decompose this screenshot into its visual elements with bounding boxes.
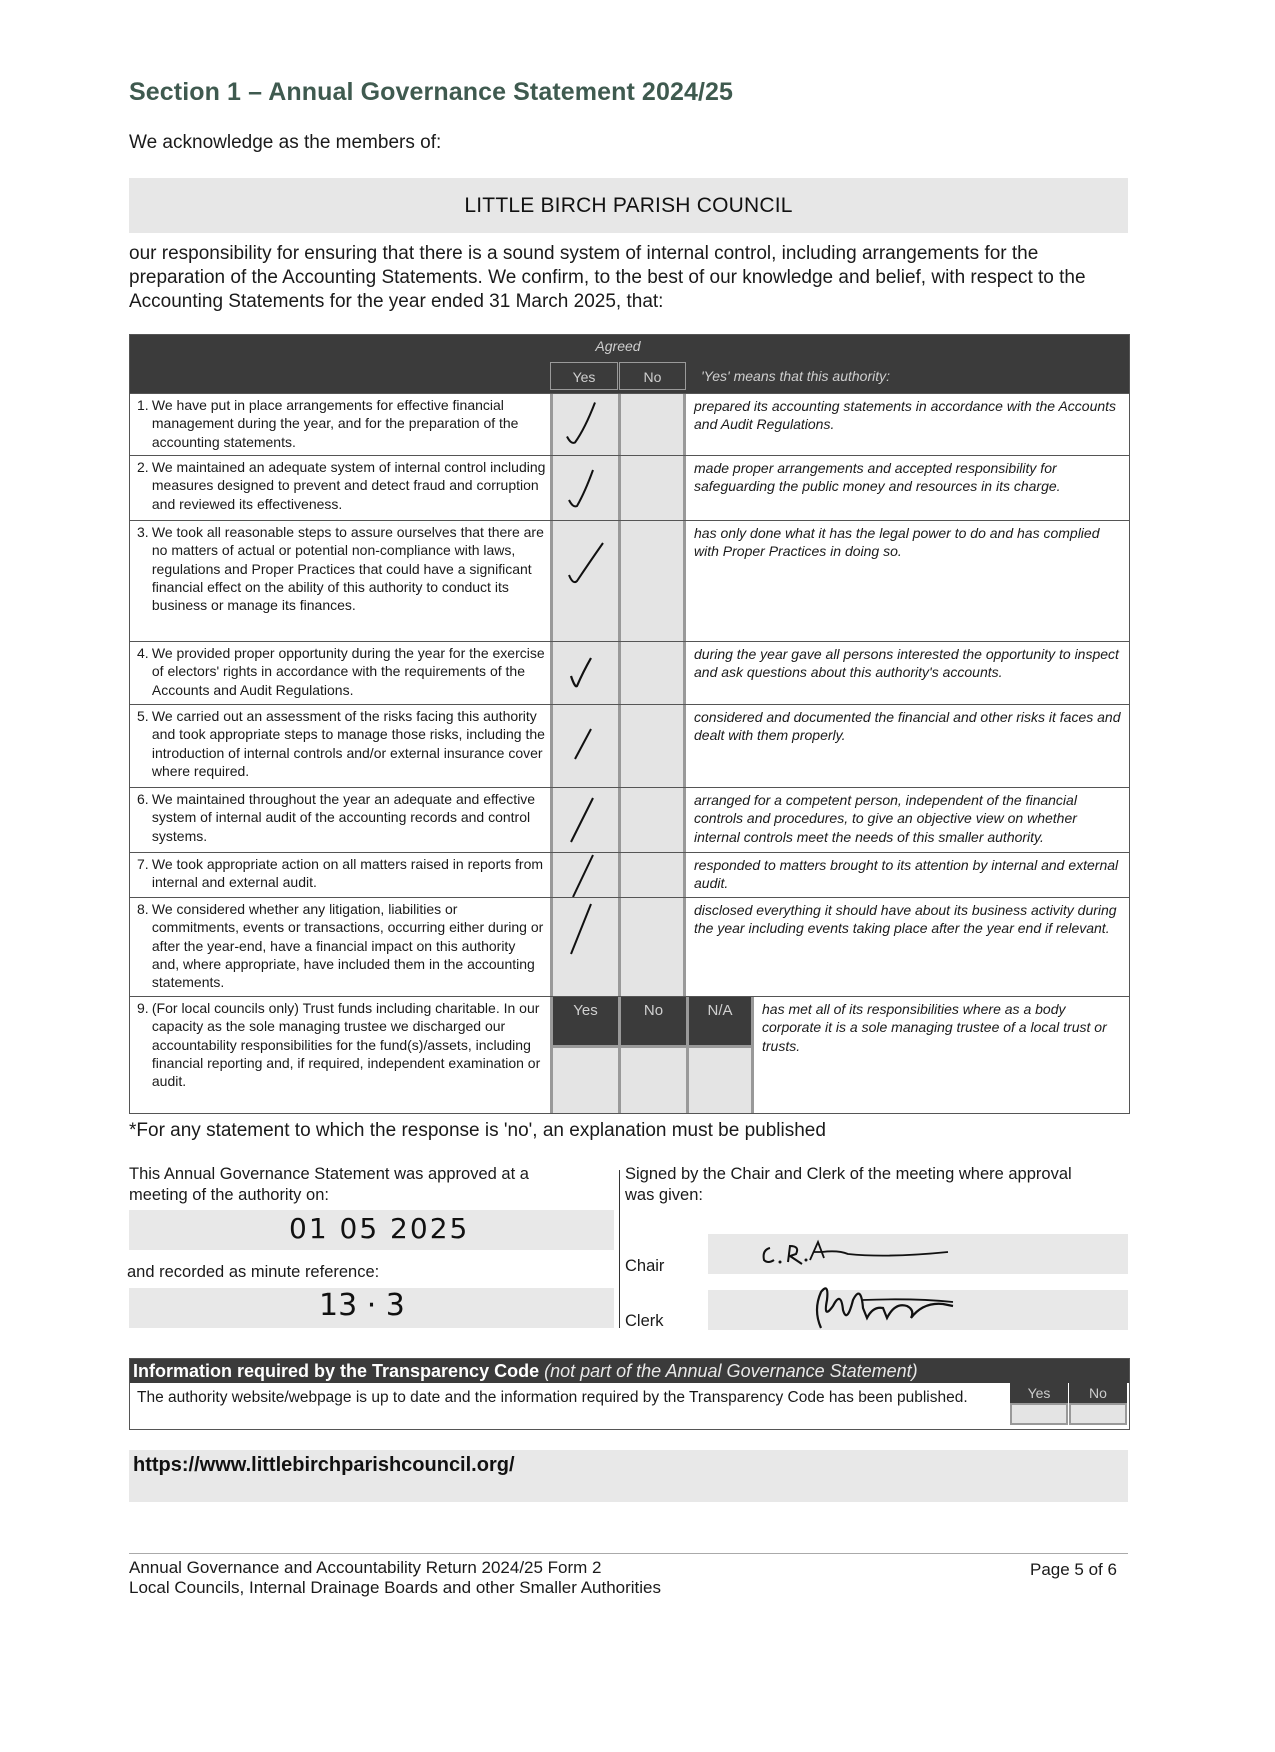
trust-no-header: No	[621, 997, 686, 1045]
responsibility-text: our responsibility for ensuring that there is a sound system of internal control, including arrangements for the preparation of the Accounting Statements. We confirm, to the best of our knowledge and belief, with respect to the Accounting Statements for the year ended 31 March 2025, that:	[129, 243, 1086, 312]
transparency-body	[130, 1383, 1129, 1429]
row-number: 5.	[137, 708, 149, 724]
trust-yes-column	[550, 997, 618, 1113]
table-row	[130, 393, 1129, 455]
transparency-header	[130, 1359, 1129, 1383]
tick-mark	[561, 853, 609, 897]
tick-mark	[561, 521, 609, 641]
agreed-label: Agreed	[595, 338, 641, 354]
table-header	[130, 335, 1129, 393]
no-box[interactable]	[618, 456, 686, 520]
meaning-text: made proper arrangements and accepted responsibility for safeguarding the public money and resources in its charge.	[694, 460, 1061, 495]
statement-cell	[130, 788, 550, 852]
yes-box[interactable]	[550, 456, 618, 520]
yes-box[interactable]	[550, 705, 618, 787]
chair-signature	[758, 1234, 998, 1274]
transparency-no-label: No	[1069, 1383, 1127, 1403]
table-row	[130, 852, 1129, 897]
tick-mark	[561, 394, 609, 455]
transparency-text: The authority website/webpage is up to date and the information required by the Transparency Code has been published.	[137, 1389, 968, 1406]
statement-cell	[130, 705, 550, 787]
meaning-text: has met all of its responsibilities where as a body corporate it is a sole managing trustee of a local trust or trusts.	[762, 1001, 1107, 1054]
meeting-date-field[interactable]	[129, 1210, 614, 1250]
tick-mark	[561, 705, 609, 787]
divider	[619, 1170, 620, 1328]
table-row	[130, 641, 1129, 704]
table-row	[130, 520, 1129, 641]
statement-text: We maintained throughout the year an adequate and effective system of internal audit of the accounting records and control systems.	[151, 791, 536, 844]
statement-text: We took appropriate action on all matters raised in reports from internal and external audit.	[151, 856, 544, 891]
statement-text: We maintained an adequate system of internal control including measures designed to prevent and detect fraud and corruption and reviewed its effectiveness.	[151, 459, 546, 512]
meaning-text: responded to matters brought to its attention by internal and external audit.	[694, 857, 1119, 892]
statement-text: We took all reasonable steps to assure ourselves that there are no matters of actual or potential non-compliance with laws, regulations and Proper Practices that could have a significant financial effect on the ability of this authority to conduct its business or manage its finances.	[151, 524, 544, 614]
chair-label: Chair	[625, 1257, 665, 1275]
transparency-no-box[interactable]	[1069, 1403, 1127, 1425]
statement-text: We carried out an assessment of the risks facing this authority and took appropriate steps to manage those risks, including the introduction of internal controls and/or external insurance cover where required.	[151, 708, 545, 779]
yes-box[interactable]	[550, 394, 618, 455]
yes-header: Yes	[550, 362, 618, 390]
table-row	[130, 455, 1129, 520]
no-box[interactable]	[618, 705, 686, 787]
meaning-text: disclosed everything it should have about its business activity during the year including events taking place after the year end if relevant.	[694, 902, 1117, 937]
footer-line-2: Local Councils, Internal Drainage Boards and other Smaller Authorities	[129, 1578, 662, 1597]
statement-text: We provided proper opportunity during the year for the exercise of electors' rights in accordance with the requirements of the Accounts and Audit Regulations.	[151, 645, 545, 698]
clerk-signature	[803, 1280, 1043, 1330]
tick-mark	[561, 788, 609, 852]
row-number: 2.	[137, 459, 149, 475]
trust-no-box[interactable]	[621, 1045, 686, 1113]
trust-no-column	[618, 997, 686, 1113]
no-box[interactable]	[618, 898, 686, 996]
yes-box[interactable]	[550, 521, 618, 641]
transparency-yes-column	[1010, 1383, 1068, 1429]
yes-box[interactable]	[550, 853, 618, 897]
no-box[interactable]	[618, 394, 686, 455]
authority-name-box	[129, 178, 1128, 233]
meaning-header: 'Yes' means that this authority:	[701, 368, 890, 384]
no-box[interactable]	[618, 853, 686, 897]
clerk-signature-field[interactable]	[708, 1290, 1128, 1330]
minute-reference-field[interactable]	[129, 1288, 614, 1328]
signed-text: Signed by the Chair and Clerk of the meeting where approval was given:	[625, 1165, 1072, 1204]
meaning-text: prepared its accounting statements in accordance with the Accounts and Audit Regulations.	[694, 398, 1117, 433]
row-number: 4.	[137, 645, 149, 661]
table-row	[130, 704, 1129, 787]
transparency-yes-box[interactable]	[1010, 1403, 1068, 1425]
minute-reference-value: 13 · 3	[319, 1288, 405, 1323]
meaning-text: considered and documented the financial and other risks it faces and dealt with them properly.	[694, 709, 1121, 744]
clerk-label: Clerk	[625, 1312, 664, 1330]
trust-na-header: N/A	[689, 997, 751, 1045]
yes-box[interactable]	[550, 788, 618, 852]
statement-cell	[130, 853, 550, 897]
intro-text: We acknowledge as the members of:	[129, 132, 442, 153]
transparency-no-column	[1069, 1383, 1127, 1429]
trust-yes-box[interactable]	[553, 1045, 618, 1113]
website-url[interactable]: https://www.littlebirchparishcouncil.org/	[133, 1454, 515, 1476]
tick-mark	[561, 642, 609, 704]
tick-mark	[561, 456, 609, 520]
statement-cell	[130, 997, 550, 1113]
governance-table	[129, 334, 1130, 1114]
meaning-text: arranged for a competent person, independent of the financial controls and procedures, to give an objective view on whether internal controls meet the needs of this smaller authority.	[694, 792, 1077, 845]
footer-rule	[129, 1553, 1128, 1554]
no-box[interactable]	[618, 642, 686, 704]
meeting-date-value: 01 05 2025	[289, 1212, 470, 1245]
statement-cell	[130, 521, 550, 641]
row-number: 7.	[137, 856, 149, 872]
statement-text: We considered whether any litigation, liabilities or commitments, events or transactions, occurring either during or after the year-end, have a financial impact on this authority and, where appropriate, have included them in the accounting statements.	[151, 901, 544, 991]
approved-text: This Annual Governance Statement was approved at a meeting of the authority on:	[129, 1165, 529, 1204]
trust-na-column	[686, 997, 754, 1113]
explanation-note: *For any statement to which the response is 'no', an explanation must be published	[129, 1120, 826, 1141]
row-number: 8.	[137, 901, 149, 917]
transparency-subtitle: (not part of the Annual Governance Statement)	[544, 1361, 918, 1381]
transparency-title: Information required by the Transparency Code	[133, 1361, 540, 1381]
no-box[interactable]	[618, 788, 686, 852]
recorded-text: and recorded as minute reference:	[127, 1263, 380, 1281]
statement-cell	[130, 898, 550, 996]
table-row	[130, 897, 1129, 996]
transparency-panel	[129, 1358, 1130, 1430]
authority-name: LITTLE BIRCH PARISH COUNCIL	[464, 193, 793, 217]
chair-signature-field[interactable]	[708, 1234, 1128, 1274]
trust-yes-header: Yes	[553, 997, 618, 1045]
statement-cell	[130, 394, 550, 455]
trust-na-box[interactable]	[689, 1045, 751, 1113]
row-number: 3.	[137, 524, 149, 540]
table-row	[130, 787, 1129, 852]
meaning-text: during the year gave all persons interested the opportunity to inspect and ask questions about this authority's accounts.	[694, 646, 1119, 681]
statement-cell	[130, 642, 550, 704]
table-row-trust-funds	[130, 996, 1129, 1113]
meaning-text: has only done what it has the legal power to do and has complied with Proper Practices in doing so.	[694, 525, 1100, 560]
footer-text	[129, 1558, 661, 1598]
page-number: Page 5 of 6	[1030, 1560, 1117, 1579]
no-header: No	[619, 362, 686, 390]
row-number: 1.	[137, 397, 149, 413]
statement-text: (For local councils only) Trust funds including charitable. In our capacity as the sole managing trustee we discharged our accountability responsibilities for the fund(s)/assets, including financial reporting and, if required, independent examination or audit.	[151, 1000, 541, 1090]
yes-box[interactable]	[550, 642, 618, 704]
row-number: 6.	[137, 791, 149, 807]
transparency-yes-label: Yes	[1010, 1383, 1068, 1403]
yes-box[interactable]	[550, 898, 618, 996]
statement-cell	[130, 456, 550, 520]
no-box[interactable]	[618, 521, 686, 641]
footer-line-1: Annual Governance and Accountability Return 2024/25 Form 2	[129, 1558, 602, 1577]
statement-text: We have put in place arrangements for effective financial management during the year, and for the preparation of the accounting statements.	[151, 397, 519, 450]
section-title: Section 1 – Annual Governance Statement 2024/25	[129, 78, 734, 106]
row-number: 9.	[137, 1000, 149, 1016]
tick-mark	[561, 898, 609, 996]
